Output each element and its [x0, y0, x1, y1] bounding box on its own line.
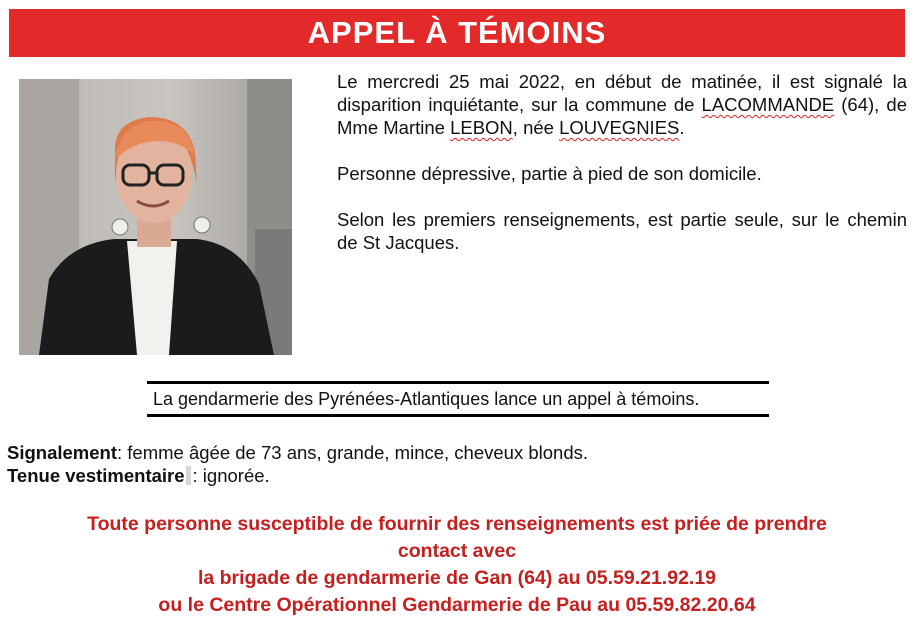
callout-line-4: ou le Centre Opérationnel Gendarmerie de Pau au 05.59.82.20.64: [158, 594, 756, 616]
gendarmerie-announcement: La gendarmerie des Pyrénées-Atlantiques lance un appel à témoins.: [147, 381, 769, 417]
paragraph-text: Le mercredi 25 mai 2022, en début de matinée, il est signalé la disparition inquiétante, sur la commune de: [337, 71, 907, 115]
callout-line-1: Toute personne susceptible de fournir des renseignements est priée de prendre: [87, 513, 827, 535]
commune-name: LACOMMANDE: [701, 94, 835, 115]
signalement-line: [7, 441, 887, 464]
text-cursor: [186, 466, 191, 485]
signalement-value: : femme âgée de 73 ans, grande, mince, cheveux blonds.: [117, 442, 589, 463]
paragraph-text: (64), de Mme Martine: [337, 94, 907, 138]
missing-person-photo: [19, 79, 292, 355]
tenue-value: : ignorée.: [192, 465, 270, 486]
disappearance-paragraph: [337, 70, 907, 139]
route-paragraph: Selon les premiers renseignements, est partie seule, sur le chemin de St Jacques.: [337, 209, 907, 253]
signalement-label: Signalement: [7, 442, 117, 463]
maiden-name: LOUVEGNIES: [559, 117, 680, 138]
surname: LEBON: [450, 117, 513, 138]
title-banner: [9, 9, 905, 57]
paragraph-text: , née: [512, 117, 560, 138]
callout-line-3: la brigade de gendarmerie de Gan (64) au 05.59.21.92.19: [197, 567, 717, 589]
condition-paragraph: Personne dépressive, partie à pied de son domicile.: [337, 163, 762, 184]
tenue-label: Tenue vestimentaire: [7, 465, 185, 486]
page-title: APPEL À TÉMOINS: [307, 15, 607, 50]
contact-callout: [0, 511, 914, 619]
tenue-line: [7, 464, 887, 487]
incident-description: [337, 70, 907, 277]
paragraph-text: .: [679, 117, 685, 138]
callout-line-2: contact avec: [397, 540, 517, 562]
person-details: [7, 441, 887, 487]
